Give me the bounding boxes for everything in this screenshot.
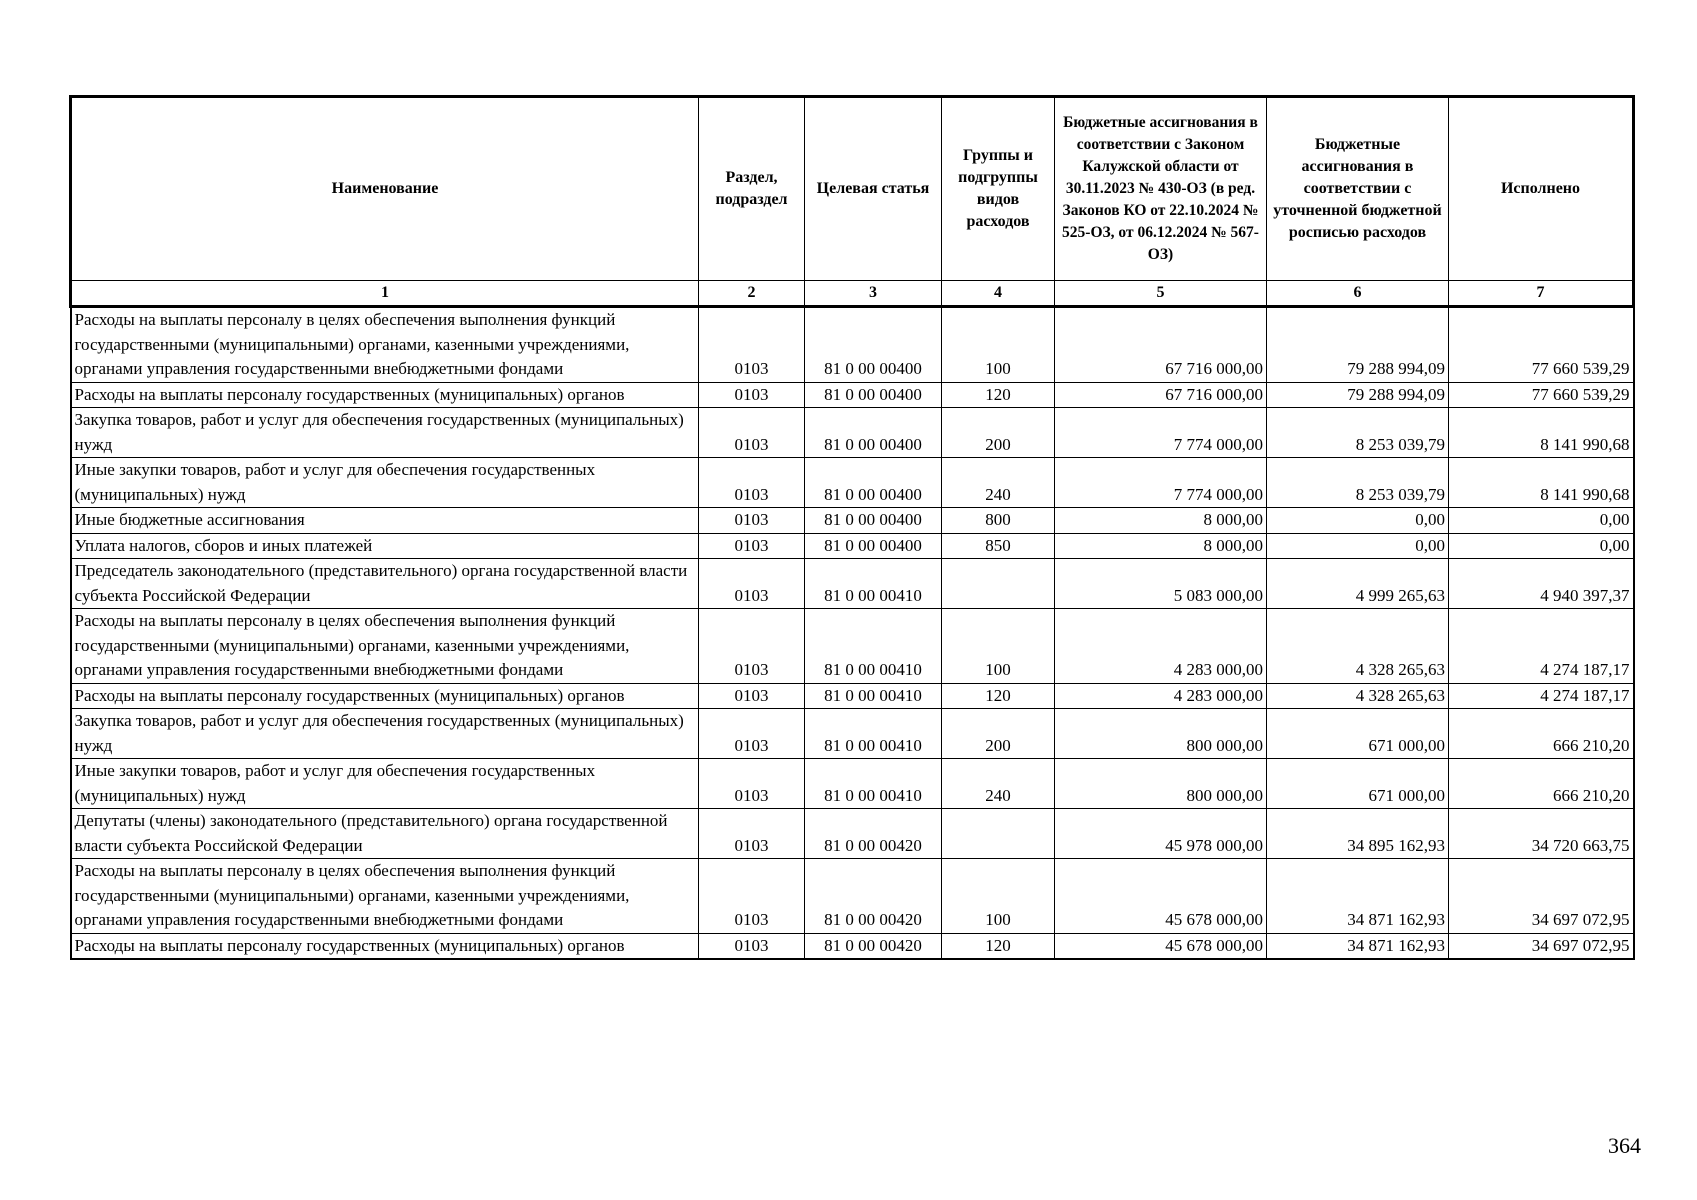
budget-table [69,95,1635,960]
row-executed-amount: 0,00 [1449,533,1634,559]
column-number: 7 [1449,281,1634,307]
row-group: 100 [942,307,1055,383]
table-row [71,382,1634,408]
row-schedule-amount: 0,00 [1267,533,1449,559]
header-target-article: Целевая статья [805,97,942,281]
row-schedule-amount: 4 999 265,63 [1267,559,1449,609]
row-executed-amount: 34 720 663,75 [1449,809,1634,859]
column-number: 4 [942,281,1055,307]
column-number: 2 [699,281,805,307]
row-section: 0103 [699,609,805,684]
table-row [71,307,1634,383]
row-section: 0103 [699,458,805,508]
row-schedule-amount: 79 288 994,09 [1267,307,1449,383]
row-target: 81 0 00 00420 [805,933,942,959]
row-law-amount: 67 716 000,00 [1055,382,1267,408]
header-name: Наименование [71,97,699,281]
row-section: 0103 [699,759,805,809]
row-name: Закупка товаров, работ и услуг для обеспечения государственных (муниципальных) нужд [71,408,699,458]
row-section: 0103 [699,307,805,383]
row-target: 81 0 00 00410 [805,709,942,759]
table-row [71,609,1634,684]
row-schedule-amount: 34 871 162,93 [1267,859,1449,934]
row-section: 0103 [699,533,805,559]
table-row [71,683,1634,709]
row-name: Расходы на выплаты персоналу в целях обеспечения выполнения функций государственными (муниципальными) органами, казенными учреждениями, органами управления государственными внебюджетными фондами [71,859,699,934]
row-target: 81 0 00 00400 [805,533,942,559]
row-group: 850 [942,533,1055,559]
row-group: 100 [942,859,1055,934]
row-executed-amount: 4 940 397,37 [1449,559,1634,609]
row-name: Расходы на выплаты персоналу государственных (муниципальных) органов [71,382,699,408]
header-executed: Исполнено [1449,97,1634,281]
header-law-allocations: Бюджетные ассигнования в соответствии с Законом Калужской области от 30.11.2023 № 430-ОЗ (в ред. Законов КО от 22.10.2024 № 525-ОЗ, от 06.12.2024 № 567-ОЗ) [1055,97,1267,281]
row-schedule-amount: 8 253 039,79 [1267,408,1449,458]
row-group: 120 [942,933,1055,959]
table-row [71,458,1634,508]
row-section: 0103 [699,809,805,859]
row-group: 200 [942,709,1055,759]
header-section: Раздел, подраздел [699,97,805,281]
row-group: 200 [942,408,1055,458]
row-target: 81 0 00 00410 [805,683,942,709]
row-target: 81 0 00 00410 [805,559,942,609]
row-group [942,559,1055,609]
row-name: Иные бюджетные ассигнования [71,508,699,534]
row-law-amount: 8 000,00 [1055,508,1267,534]
row-name: Председатель законодательного (представительного) органа государственной власти субъекта Российской Федерации [71,559,699,609]
row-name: Иные закупки товаров, работ и услуг для обеспечения государственных (муниципальных) нужд [71,458,699,508]
row-schedule-amount: 34 895 162,93 [1267,809,1449,859]
row-executed-amount: 34 697 072,95 [1449,933,1634,959]
table-row [71,408,1634,458]
table-row [71,933,1634,959]
row-section: 0103 [699,508,805,534]
row-executed-amount: 666 210,20 [1449,759,1634,809]
row-target: 81 0 00 00400 [805,508,942,534]
row-group: 240 [942,759,1055,809]
row-schedule-amount: 671 000,00 [1267,709,1449,759]
row-executed-amount: 8 141 990,68 [1449,408,1634,458]
column-number: 3 [805,281,942,307]
column-number: 6 [1267,281,1449,307]
table-row [71,859,1634,934]
row-section: 0103 [699,859,805,934]
row-name: Иные закупки товаров, работ и услуг для обеспечения государственных (муниципальных) нужд [71,759,699,809]
row-group [942,809,1055,859]
row-section: 0103 [699,408,805,458]
table-row [71,559,1634,609]
row-law-amount: 7 774 000,00 [1055,458,1267,508]
row-name: Расходы на выплаты персоналу государственных (муниципальных) органов [71,683,699,709]
row-target: 81 0 00 00420 [805,859,942,934]
row-executed-amount: 34 697 072,95 [1449,859,1634,934]
table-row [71,759,1634,809]
table-header-row [71,97,1634,281]
row-executed-amount: 77 660 539,29 [1449,382,1634,408]
row-schedule-amount: 671 000,00 [1267,759,1449,809]
row-law-amount: 800 000,00 [1055,759,1267,809]
row-law-amount: 5 083 000,00 [1055,559,1267,609]
row-target: 81 0 00 00410 [805,609,942,684]
row-executed-amount: 666 210,20 [1449,709,1634,759]
row-schedule-amount: 34 871 162,93 [1267,933,1449,959]
row-name: Расходы на выплаты персоналу государственных (муниципальных) органов [71,933,699,959]
row-section: 0103 [699,382,805,408]
row-group: 120 [942,382,1055,408]
row-name: Уплата налогов, сборов и иных платежей [71,533,699,559]
row-law-amount: 800 000,00 [1055,709,1267,759]
row-executed-amount: 0,00 [1449,508,1634,534]
row-law-amount: 4 283 000,00 [1055,683,1267,709]
column-number: 5 [1055,281,1267,307]
row-group: 100 [942,609,1055,684]
row-name: Расходы на выплаты персоналу в целях обеспечения выполнения функций государственными (муниципальными) органами, казенными учреждениями, органами управления государственными внебюджетными фондами [71,609,699,684]
row-target: 81 0 00 00400 [805,382,942,408]
column-number-row [71,281,1634,307]
header-expense-groups: Группы и подгруппы видов расходов [942,97,1055,281]
row-schedule-amount: 4 328 265,63 [1267,609,1449,684]
budget-table-container [69,95,1632,960]
row-executed-amount: 4 274 187,17 [1449,683,1634,709]
row-name: Расходы на выплаты персоналу в целях обеспечения выполнения функций государственными (муниципальными) органами, казенными учреждениями, органами управления государственными внебюджетными фондами [71,307,699,383]
row-executed-amount: 77 660 539,29 [1449,307,1634,383]
column-number: 1 [71,281,699,307]
table-row [71,709,1634,759]
row-section: 0103 [699,933,805,959]
row-law-amount: 45 678 000,00 [1055,859,1267,934]
row-target: 81 0 00 00400 [805,408,942,458]
row-name: Закупка товаров, работ и услуг для обеспечения государственных (муниципальных) нужд [71,709,699,759]
row-name: Депутаты (члены) законодательного (представительного) органа государственной власти субъекта Российской Федерации [71,809,699,859]
row-law-amount: 45 678 000,00 [1055,933,1267,959]
table-row [71,508,1634,534]
row-law-amount: 45 978 000,00 [1055,809,1267,859]
row-law-amount: 67 716 000,00 [1055,307,1267,383]
row-group: 240 [942,458,1055,508]
table-row [71,809,1634,859]
row-group: 800 [942,508,1055,534]
row-law-amount: 8 000,00 [1055,533,1267,559]
row-section: 0103 [699,683,805,709]
row-law-amount: 7 774 000,00 [1055,408,1267,458]
row-target: 81 0 00 00410 [805,759,942,809]
row-executed-amount: 4 274 187,17 [1449,609,1634,684]
row-executed-amount: 8 141 990,68 [1449,458,1634,508]
row-group: 120 [942,683,1055,709]
row-law-amount: 4 283 000,00 [1055,609,1267,684]
row-target: 81 0 00 00400 [805,458,942,508]
table-row [71,533,1634,559]
row-schedule-amount: 0,00 [1267,508,1449,534]
header-schedule-allocations: Бюджетные ассигнования в соответствии с уточненной бюджетной росписью расходов [1267,97,1449,281]
row-schedule-amount: 4 328 265,63 [1267,683,1449,709]
row-target: 81 0 00 00420 [805,809,942,859]
row-schedule-amount: 79 288 994,09 [1267,382,1449,408]
page-number: 364 [1608,1133,1641,1158]
row-section: 0103 [699,559,805,609]
row-section: 0103 [699,709,805,759]
row-schedule-amount: 8 253 039,79 [1267,458,1449,508]
row-target: 81 0 00 00400 [805,307,942,383]
